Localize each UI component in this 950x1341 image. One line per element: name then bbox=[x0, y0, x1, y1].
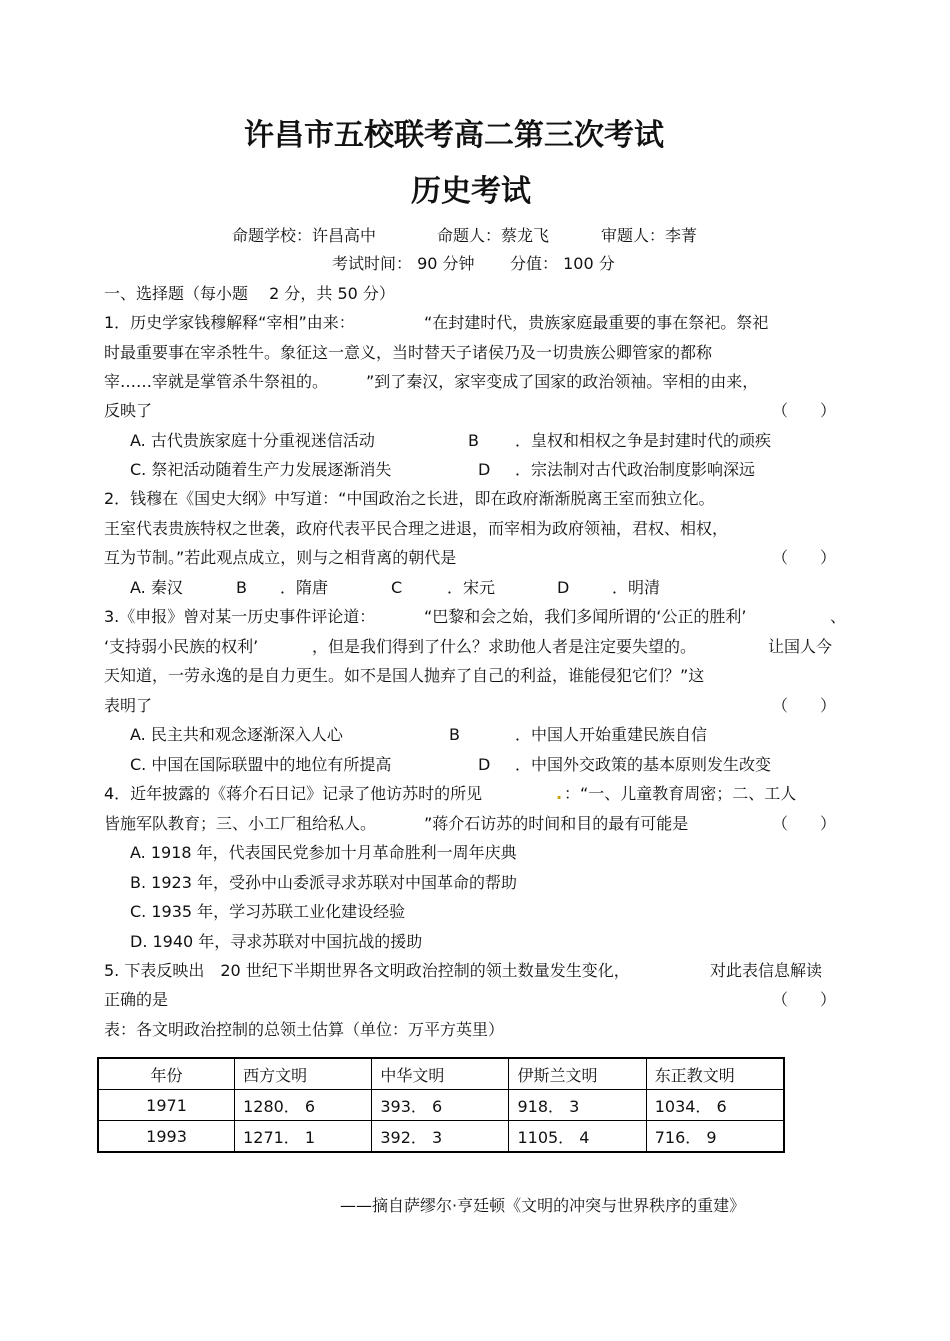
q4-option-a: A. 1918 年，代表国民党参加十月革命胜利一周年庆典 bbox=[130, 843, 517, 862]
q2-line1: 2．钱穆在《国史大纲》中写道：“中国政治之长进，即在政府渐渐脱离王室而独立化。 bbox=[104, 489, 715, 508]
q5-answer-blank: （ ） bbox=[772, 990, 837, 1009]
q3-line2b: ，但是我们得到了什么？求助他人者是注定要失望的。 bbox=[312, 637, 697, 656]
q1-option-b-letter: B bbox=[468, 431, 479, 450]
q4-line2a: 皆施军队教育；三、小工厂租给私人。 bbox=[104, 814, 377, 833]
table-header-row bbox=[98, 1058, 784, 1090]
q3-line4: 表明了 bbox=[104, 696, 153, 715]
exam-school: 命题学校：许昌高中 bbox=[232, 226, 377, 245]
q2-option-b: ．隋唐 bbox=[280, 578, 329, 597]
q4-line1b: ：“一、儿童教育周密；二、工人 bbox=[564, 784, 797, 803]
q3-option-c: C. 中国在国际联盟中的地位有所提高 bbox=[130, 755, 392, 774]
q3-line3: 天知道，一劳永逸的是自力更生。如不是国人抛弃了自己的利益，谁能侵犯它们？”这 bbox=[104, 666, 705, 685]
exam-author: 命题人：蔡龙飞 bbox=[437, 226, 550, 245]
q2-line3: 互为节制。”若此观点成立，则与之相背离的朝代是 bbox=[104, 548, 457, 567]
q3-option-b: ．中国人开始重建民族自信 bbox=[515, 725, 708, 744]
section-heading: 一、选择题（每小题 2 分，共 50 分） bbox=[104, 284, 395, 303]
q1-option-a: A. 古代贵族家庭十分重视迷信活动 bbox=[130, 431, 375, 450]
q2-option-c-letter: C bbox=[391, 578, 403, 597]
q3-option-a: A. 民主共和观念逐渐深入人心 bbox=[130, 725, 343, 744]
q1-line1b: “在封建时代，贵族家庭最重要的事在祭祀。祭祀 bbox=[424, 313, 769, 332]
q3-option-b-letter: B bbox=[449, 725, 460, 744]
q1-line3b: ”到了秦汉，家宰变成了国家的政治领袖。宰相的由来， bbox=[366, 372, 759, 391]
table-header-cell: 年份 bbox=[98, 1058, 235, 1090]
table-header-cell: 西方文明 bbox=[235, 1058, 372, 1090]
q1-line1a: 1．历史学家钱穆解释“宰相”由来： bbox=[104, 313, 355, 332]
table-cell: 1993 bbox=[98, 1121, 235, 1153]
exam-subtitle: 历史考试 bbox=[411, 174, 531, 209]
q2-option-d-letter: D bbox=[557, 578, 570, 597]
q5-table-caption: 表：各文明政治控制的总领土估算（单位：万平方英里） bbox=[104, 1020, 505, 1039]
q4-option-c: C. 1935 年，学习苏联工业化建设经验 bbox=[130, 902, 406, 921]
table-cell: 918． 3 bbox=[509, 1090, 646, 1121]
q1-line4: 反映了 bbox=[104, 401, 153, 420]
table-header-cell: 伊斯兰文明 bbox=[509, 1058, 646, 1090]
q3-answer-blank: （ ） bbox=[772, 696, 837, 715]
q2-option-c: ．宋元 bbox=[447, 578, 496, 597]
q5-line1a: 5. 下表反映出 20 世纪下半期世界各文明政治控制的领土数量发生变化， bbox=[104, 961, 630, 980]
q3-line2a: ‘支持弱小民族的权利’ bbox=[104, 637, 259, 656]
q5-line1b: 对此表信息解读 bbox=[710, 961, 823, 980]
table-cell: 1105． 4 bbox=[509, 1121, 646, 1153]
q2-line2: 王室代表贵族特权之世袭，政府代表平民合理之进退，而宰相为政府领袖，君权、相权， bbox=[104, 519, 729, 538]
q3-option-d-letter: D bbox=[478, 755, 491, 774]
q1-answer-blank: （ ） bbox=[772, 401, 837, 420]
q4-option-b: B. 1923 年，受孙中山委派寻求苏联对中国革命的帮助 bbox=[130, 873, 517, 892]
table-cell: 716． 9 bbox=[646, 1121, 784, 1153]
q3-line1a: 3.《申报》曾对某一历史事件评论道： bbox=[104, 607, 376, 626]
table-cell: 1034． 6 bbox=[646, 1090, 784, 1121]
exam-time: 考试时间： 90 分钟 bbox=[332, 254, 475, 273]
q3-option-d: ．中国外交政策的基本原则发生改变 bbox=[515, 755, 772, 774]
table-row bbox=[98, 1121, 784, 1153]
exam-score: 分值： 100 分 bbox=[510, 254, 615, 273]
q1-option-d: ．宗法制对古代政治制度影响深远 bbox=[515, 460, 756, 479]
q4-line1-dot: . bbox=[556, 784, 563, 803]
table-cell: 1271． 1 bbox=[235, 1121, 372, 1153]
q3-line1c: 、 bbox=[830, 607, 847, 626]
q1-option-b: ．皇权和相权之争是封建时代的顽疾 bbox=[515, 431, 772, 450]
table-cell: 392． 3 bbox=[372, 1121, 509, 1153]
q4-answer-blank: （ ） bbox=[772, 814, 837, 833]
q5-line2: 正确的是 bbox=[104, 990, 169, 1009]
q3-line1b: “巴黎和会之始，我们多闻所谓的‘公正的胜利’ bbox=[424, 607, 747, 626]
table-row bbox=[98, 1090, 784, 1121]
q1-option-d-letter: D bbox=[478, 460, 491, 479]
table-header-cell: 中华文明 bbox=[372, 1058, 509, 1090]
table-source: ——摘自萨缪尔·亨廷顿《文明的冲突与世界秩序的重建》 bbox=[340, 1196, 746, 1215]
q1-option-c: C. 祭祀活动随着生产力发展逐渐消失 bbox=[130, 460, 392, 479]
q2-option-b-letter: B bbox=[236, 578, 247, 597]
table-cell: 1280． 6 bbox=[235, 1090, 372, 1121]
q2-option-a: A. 秦汉 bbox=[130, 578, 183, 597]
exam-title: 许昌市五校联考高二第三次考试 bbox=[244, 118, 664, 153]
q1-line3a: 宰……宰就是掌管杀牛祭祖的。 bbox=[104, 372, 329, 391]
q4-line2b: ”蒋介石访苏的时间和目的最有可能是 bbox=[424, 814, 689, 833]
q4-option-d: D. 1940 年，寻求苏联对中国抗战的援助 bbox=[130, 932, 423, 951]
q3-line2c: 让国人今 bbox=[768, 637, 833, 656]
table-cell: 1971 bbox=[98, 1090, 235, 1121]
q1-line2: 时最重要事在宰杀牲牛。象征这一意义，当时替天子诸侯乃及一切贵族公卿管家的都称 bbox=[104, 343, 713, 362]
exam-reviewer: 审题人：李菁 bbox=[601, 226, 698, 245]
q4-line1a: 4．近年披露的《蒋介石日记》记录了他访苏时的所见 bbox=[104, 784, 483, 803]
territory-table bbox=[97, 1057, 785, 1153]
q2-option-d: ．明清 bbox=[612, 578, 661, 597]
q2-answer-blank: （ ） bbox=[772, 548, 837, 567]
table-cell: 393． 6 bbox=[372, 1090, 509, 1121]
table-header-cell: 东正教文明 bbox=[646, 1058, 784, 1090]
